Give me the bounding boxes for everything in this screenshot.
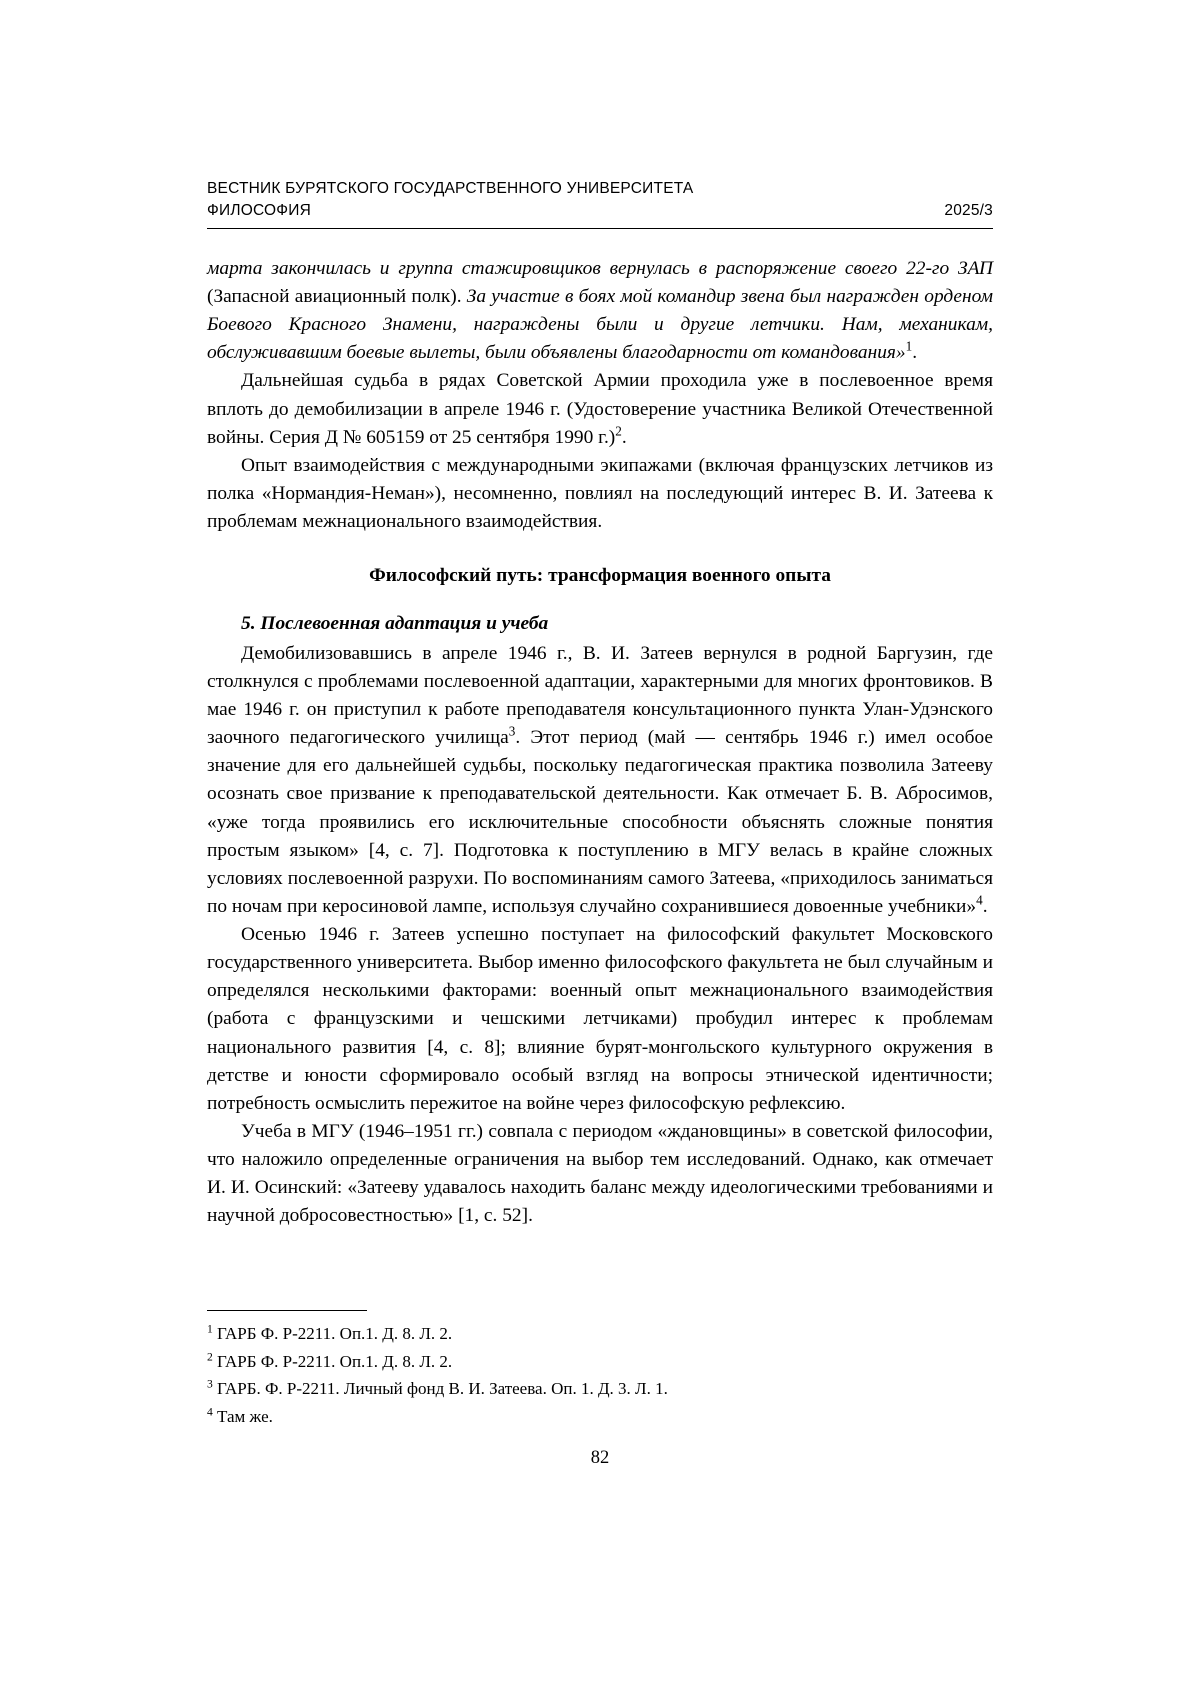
footnote-item — [207, 1320, 993, 1348]
page-number: 82 — [590, 1448, 610, 1468]
subsection-heading: 5. Послевоенная адаптация и учеба — [241, 612, 549, 634]
footnote-text: Там же. — [212, 1406, 273, 1426]
running-header — [207, 178, 993, 233]
footnote-text: ГАРБ. Ф. Р-2211. Личный фонд В. И. Затеева. Оп. 1. Д. 3. Л. 1. — [212, 1379, 668, 1399]
section-heading: Философский путь: трансформация военного опыта — [369, 565, 831, 587]
footnote-ref-4: 4 — [976, 892, 983, 908]
paragraph-army-service-end: . — [621, 426, 627, 448]
footnote-ref-3: 3 — [508, 723, 516, 739]
quote-end-punct: . — [912, 342, 918, 364]
footnote-ref-1: 1 — [905, 338, 913, 354]
journal-title-row2 — [207, 200, 993, 222]
journal-title-line1: ВЕСТНИК БУРЯТСКОГО ГОСУДАРСТВЕННОГО УНИВЕРСИТЕТА — [207, 180, 694, 197]
paragraph-army-service — [207, 367, 993, 451]
page-content — [207, 178, 993, 1230]
paragraph-international-crews: Опыт взаимодействия с международными экипажами (включая французских летчиков из полка «Нормандия-Неман»), несомненно, повлиял на последующий интерес В. И. Затеева к проблемам межнационального взаимодействия. — [207, 454, 993, 533]
footnote-item — [207, 1348, 993, 1376]
footnote-item — [207, 1375, 993, 1403]
footnote-marker: 4 — [207, 1404, 213, 1418]
footnote-divider — [207, 1310, 367, 1311]
article-body — [207, 255, 993, 1231]
paragraph-postwar-end: . — [982, 895, 988, 917]
issue-number: 2025/3 — [944, 202, 993, 220]
footnote-marker: 2 — [207, 1349, 213, 1363]
paragraph-postwar-adaptation — [207, 640, 993, 921]
footnote-text: ГАРБ Ф. Р-2211. Оп.1. Д. 8. Л. 2. — [212, 1324, 453, 1343]
footnote-ref-2: 2 — [615, 423, 622, 439]
footnotes-block — [207, 1310, 993, 1430]
footnote-marker: 1 — [207, 1322, 213, 1336]
paragraph-msu-studies: Учеба в МГУ (1946–1951 гг.) совпала с периодом «ждановщины» в советской философии, что наложило определенные ограничения на выбор тем исследований. Однако, как отмечает И. И. Осинский: «Затееву удавалось находить баланс между идеологическими требованиями и научной добросовестностью» [1, с. 52]. — [207, 1120, 993, 1227]
paragraph-postwar-part2: . Этот период (май — сентябрь 1946 г.) имел особое значение для его дальнейшей судьбы, поскольку педагогическая практика позволила Затееву осознать свое призвание к преподавательской деятельности. Как отмечает Б. В. Абросимов, «уже тогда проявились его исключительные способности объяснять сложные понятия простым языком» [4, с. 7]. Подготовка к поступлению в МГУ велась в крайне сложных условиях послевоенной разрухи. По воспоминаниям самого Затеева, «приходилось заниматься по ночам при керосиновой лампе, используя случайно сохранившиеся довоенные учебники» — [207, 727, 993, 917]
paragraph-msu-admission: Осенью 1946 г. Затеев успешно поступает на философский факультет Московского государственного университета. Выбор именно философского факультета не был случайным и определялся несколькими факторами: военный опыт межнационального взаимодействия (работа с французскими и чешскими летчиками) пробудил интерес к проблемам национального развития [4, с. 8]; влияние бурят-монгольского культурного окружения в детстве и юности сформировало особый взгляд на вопросы этнической идентичности; потребность осмыслить пережитое на войне через философскую рефлексию. — [207, 924, 993, 1114]
footnote-text: ГАРБ Ф. Р-2211. Оп.1. Д. 8. Л. 2. — [212, 1351, 453, 1371]
quote-italic-part2: За участие в боях мой командир звена был награжден орденом Боевого Красного Знамени, награждены были и другие летчики. Нам, механикам, обслуживавшим боевые вылеты, были объявлены благодарности от командования» — [207, 286, 993, 364]
quote-roman-part: (Запасной авиационный полк). — [207, 286, 467, 308]
paragraph-continuation — [207, 255, 993, 368]
paragraph-army-service-text: Дальнейшая судьба в рядах Советской Армии проходила уже в послевоенное время вплоть до демобилизации в апреле 1946 г. (Удостоверение участника Великой Отечественной войны. Серия Д № 605159 от 25 сентября 1990 г.) — [207, 370, 993, 448]
journal-section: ФИЛОСОФИЯ — [207, 202, 311, 220]
header-divider — [207, 228, 993, 229]
footnote-item — [207, 1403, 993, 1431]
footnote-marker: 3 — [207, 1377, 213, 1391]
paragraph-postwar-part1: Демобилизовавшись в апреле 1946 г., В. И. Затеев вернулся в родной Баргузин, где столкнулся с проблемами послевоенной адаптации, характерными для многих фронтовиков. В мае 1946 г. он приступил к работе преподавателя консультационного пункта Улан-Удэнского заочного педагогического училища — [207, 642, 993, 749]
quote-italic-part1: марта закончилась и группа стажировщиков вернулась в распоряжение своего 22-го ЗАП — [207, 257, 993, 279]
